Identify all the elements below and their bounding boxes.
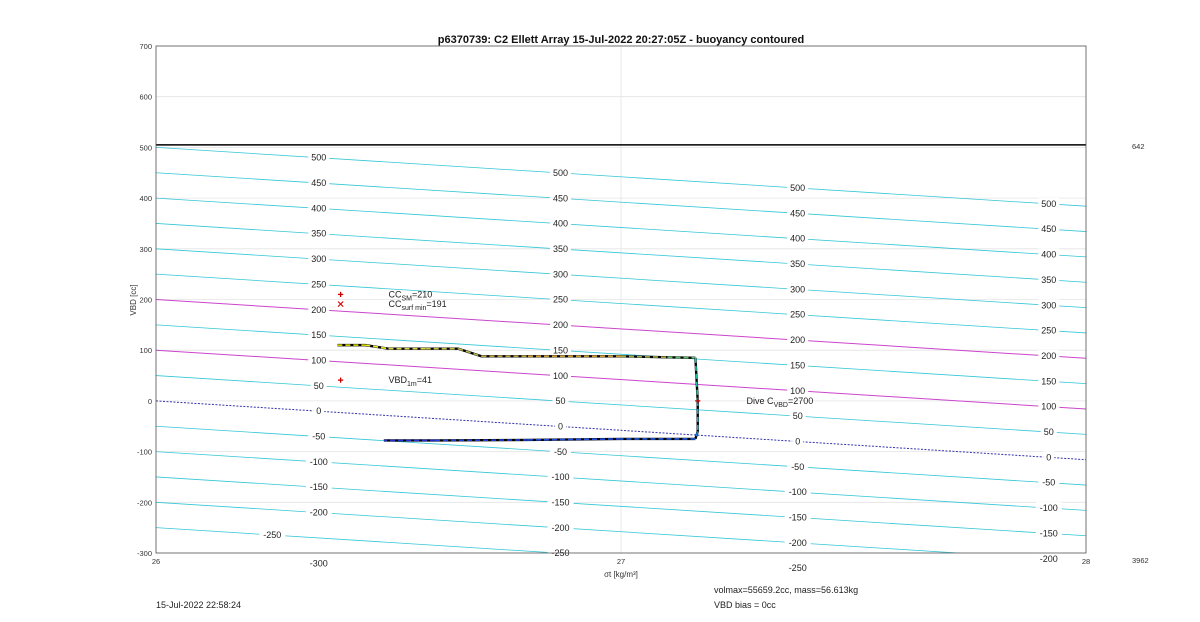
contour-label: -50 (791, 461, 805, 472)
y-tick-label: 500 (139, 143, 152, 153)
x-tick-label: 27 (616, 557, 626, 566)
contour-label: 300 (311, 254, 327, 265)
y-tick-label: 200 (139, 295, 152, 305)
contour-label: -50 (554, 446, 568, 457)
contour-label: 50 (555, 396, 566, 407)
x-axis-label: σt [kg/m³] (604, 570, 638, 579)
contour-label: 50 (1043, 427, 1054, 438)
contour-label: 200 (790, 335, 806, 346)
contour-label: 150 (1041, 376, 1057, 387)
contour-label: 100 (311, 355, 327, 366)
y-tick-label: 600 (139, 92, 152, 102)
y-tick-label: 0 (147, 396, 152, 406)
contour-label: -100 (551, 472, 570, 483)
y-tick-label: -100 (136, 447, 152, 457)
y-tick-label: 300 (139, 244, 152, 254)
contour-label: 400 (553, 218, 569, 229)
contour-label: 400 (790, 233, 806, 244)
annotation: Dive $C_{VBD}=2700$ (746, 395, 814, 409)
contour-label: 200 (311, 304, 327, 315)
contour-label: -50 (312, 431, 326, 442)
contour-label: 450 (553, 193, 569, 204)
contour-label: -100 (309, 456, 328, 467)
black-line-label: 642 (1132, 142, 1145, 151)
contour-label: -100 (788, 487, 807, 498)
annotation: $CC_{SM}=210$ (388, 289, 433, 303)
contour-label: 100 (790, 385, 806, 396)
contour-label: -150 (788, 512, 807, 523)
contour-label: 500 (790, 182, 806, 193)
contour-label: -50 (1042, 477, 1056, 488)
y-tick-labels (137, 42, 152, 558)
annotation: $VBD_{1m}=41$ (388, 375, 433, 389)
contour-label: 50 (792, 411, 803, 422)
contour-label: 250 (790, 309, 806, 320)
y-tick-label: 400 (139, 194, 152, 204)
contour-label: 150 (311, 330, 327, 341)
contour-label: -200 (551, 522, 570, 533)
contour-label: 450 (311, 178, 327, 189)
contour-label: -150 (551, 497, 570, 508)
contour-label: -200 (788, 537, 807, 548)
contour-label: 0 (316, 406, 322, 417)
y-tick-label: 100 (139, 346, 152, 356)
contour-label: 450 (790, 208, 806, 219)
footer-date: 15-Jul-2022 22:58:24 (156, 600, 242, 610)
contour-label: 350 (790, 259, 806, 270)
contour-label: -200 (309, 507, 328, 518)
contour-label: -150 (309, 482, 328, 493)
contour-label: 500 (553, 167, 569, 178)
contour-label: -250 (551, 548, 570, 559)
contour-label: 250 (311, 279, 327, 290)
contour-label: 0 (558, 421, 564, 432)
contour-label: 300 (553, 269, 569, 280)
contour-label: 0 (795, 436, 801, 447)
contour-label: 500 (311, 152, 327, 163)
y-tick-label: -200 (136, 498, 152, 508)
y-axis-label: VBD [cc] (129, 284, 138, 316)
contour-label: 250 (1041, 325, 1057, 336)
y-tick-label: 700 (139, 42, 152, 51)
contour-label: 350 (1041, 274, 1057, 285)
contour-label: 150 (790, 360, 806, 371)
y-tick-label: -300 (136, 549, 152, 558)
contour-label: 300 (790, 284, 806, 295)
contour-label: -250 (263, 530, 282, 541)
contour-label: 250 (553, 294, 569, 305)
contour-label: 400 (311, 203, 327, 214)
contour-label: -100 (1039, 503, 1058, 514)
x-tick-label: 28 (1081, 557, 1091, 566)
contour-label: 150 (553, 345, 569, 356)
chart-title: p6370739: C2 Ellett Array 15-Jul-2022 20:27:05Z - buoyancy contoured (437, 34, 805, 46)
bottom-right-label: 3962 (1132, 556, 1149, 565)
contour-label: 100 (553, 370, 569, 381)
contour-label: 500 (1041, 198, 1057, 209)
contour-label: 350 (311, 228, 327, 239)
contour-label: 200 (553, 320, 569, 331)
x-tick-label: 26 (151, 557, 161, 566)
contour-label: -150 (1039, 528, 1058, 539)
contour-label: 0 (1046, 452, 1052, 463)
contour-label: -300 (309, 558, 328, 569)
contour-label: -250 (788, 563, 807, 574)
contour-label: 400 (1041, 249, 1057, 260)
contour-label: 100 (1041, 401, 1057, 412)
footer-volmax: volmax=55659.2cc, mass=56.613kg (714, 585, 859, 595)
annotation: $CC_{surf min}=191$ (388, 299, 447, 313)
contour-label: 300 (1041, 300, 1057, 311)
contour-label: 350 (553, 244, 569, 255)
contour-label: -200 (1039, 553, 1058, 564)
contour-label: 450 (1041, 224, 1057, 235)
contour-label: 50 (313, 380, 324, 391)
footer-vbd-bias: VBD bias = 0cc (714, 600, 776, 610)
contour-label: 200 (1041, 350, 1057, 361)
